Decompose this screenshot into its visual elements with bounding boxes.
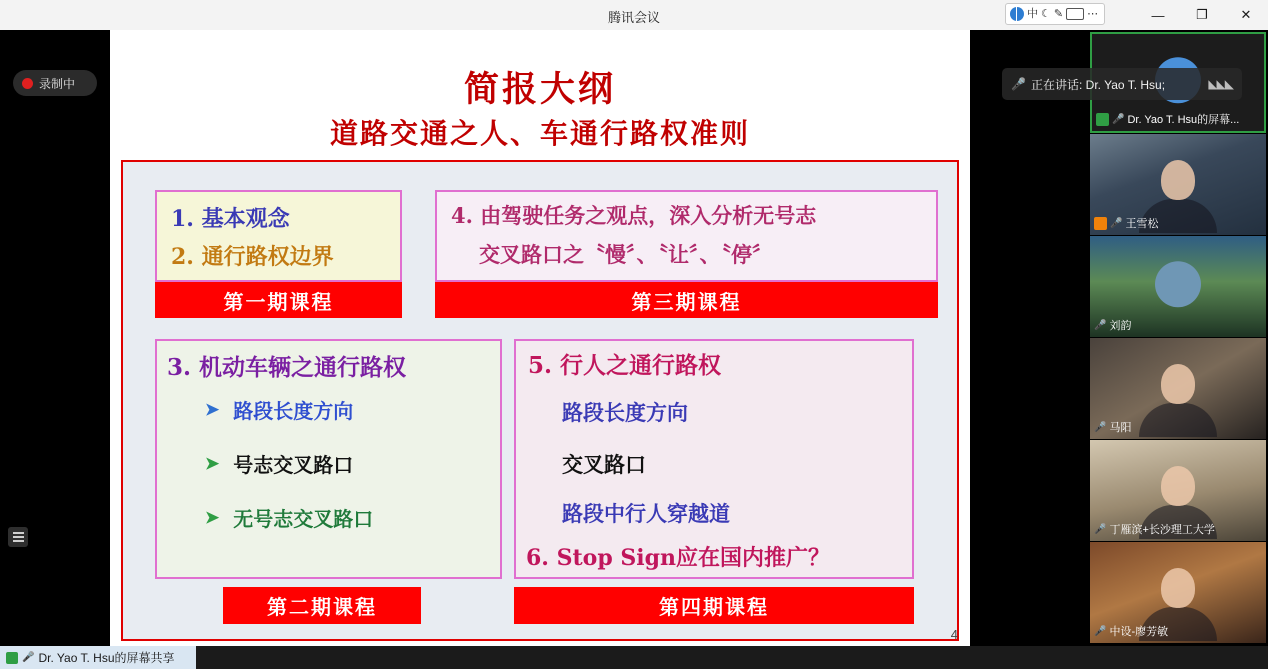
mic-icon: 🎤 xyxy=(1110,217,1123,229)
left-strip xyxy=(0,30,110,669)
share-badge-icon xyxy=(1096,113,1109,126)
mic-icon: 🎤 xyxy=(1094,421,1107,433)
title-bar xyxy=(0,0,1268,31)
ime-language[interactable]: 中 xyxy=(1027,8,1038,20)
course3-line2: 交叉路口之〝慢〞、〝让〞、〝停〞 xyxy=(479,242,773,267)
active-speaker-toast xyxy=(1002,68,1242,100)
minimize-button[interactable]: — xyxy=(1151,7,1165,23)
mic-icon: 🎤 xyxy=(1094,319,1107,331)
shared-slide[interactable] xyxy=(110,30,970,646)
course4-item-1: 路段长度方向 xyxy=(562,400,688,425)
face xyxy=(1161,466,1195,506)
participant-name: 王雪松 xyxy=(1125,218,1159,230)
stage-background xyxy=(970,30,1088,669)
course3-bar-label: 第三期课程 xyxy=(435,282,938,318)
participant-name: 刘韵 xyxy=(1109,320,1132,332)
share-status-label: Dr. Yao T. Hsu的屏幕共享 xyxy=(38,651,175,665)
close-button[interactable]: ✕ xyxy=(1240,7,1252,22)
participant-name: Dr. Yao T. Hsu的屏幕... xyxy=(1127,114,1240,126)
tile-label xyxy=(1096,111,1239,127)
slide-content xyxy=(110,30,970,646)
course2-bar-label: 第二期课程 xyxy=(223,587,421,624)
course2-item-2-label: 号志交叉路口 xyxy=(233,453,354,477)
participant-tile-5[interactable] xyxy=(1090,542,1266,643)
course2-item-3 xyxy=(205,503,373,532)
mic-icon: 🎤 xyxy=(1112,113,1125,125)
course4-item-4: 6. Stop Sign应在国内推广？ xyxy=(526,545,831,571)
ime-more-icon[interactable]: ⋯ xyxy=(1087,8,1099,20)
participant-name: 丁雁滨+长沙理工大学 xyxy=(1109,524,1215,536)
maximize-button[interactable]: ❐ xyxy=(1196,7,1208,22)
slide-outer-frame xyxy=(121,160,959,641)
mic-icon: 🎤 xyxy=(22,652,35,663)
arrow-icon: ➤ xyxy=(205,399,220,420)
recording-label: 录制中 xyxy=(39,76,76,91)
participant-sidebar xyxy=(1011,30,1268,669)
tile-label xyxy=(1094,521,1215,537)
avatar xyxy=(1155,261,1201,307)
face xyxy=(1161,364,1195,404)
record-dot-icon xyxy=(22,78,33,89)
participant-tile-1[interactable] xyxy=(1090,134,1266,235)
window-title: 腾讯会议 xyxy=(607,10,660,25)
moon-icon[interactable]: ☾ xyxy=(1041,8,1051,20)
window-controls xyxy=(1136,0,1268,30)
mic-icon: 🎤 xyxy=(1094,523,1107,535)
course2-item-2 xyxy=(205,449,353,478)
tile-label xyxy=(1094,419,1131,435)
course2-item-1 xyxy=(205,395,353,424)
course3-line1: 4. 由驾驶任务之观点，深入分析无号志 xyxy=(451,203,817,228)
slide-title-main: 简报大纲 xyxy=(463,69,616,110)
list-icon[interactable] xyxy=(8,527,28,547)
slide-title-sub: 道路交通之人、车通行路权准则 xyxy=(329,117,750,150)
arrow-icon: ➤ xyxy=(205,507,220,528)
course4-item-2: 交叉路口 xyxy=(562,452,646,477)
share-badge-icon xyxy=(6,652,18,664)
active-speaker-label: 正在讲话: Dr. Yao T. Hsu; xyxy=(1031,77,1166,92)
course1-line2: 2. 通行路权边界 xyxy=(171,244,334,270)
slide-box-course2 xyxy=(155,339,502,579)
participant-name: 马阳 xyxy=(1109,422,1132,434)
globe-icon[interactable] xyxy=(1010,7,1024,21)
mic-icon: 🎤 xyxy=(1011,76,1026,91)
slide-box-course1 xyxy=(155,190,402,282)
slide-box-course3 xyxy=(435,190,938,282)
participant-tile-3[interactable] xyxy=(1090,338,1266,439)
recording-indicator[interactable] xyxy=(13,70,97,96)
silhouette xyxy=(1139,403,1217,437)
course2-item-1-label: 路段长度方向 xyxy=(233,399,354,423)
face xyxy=(1161,568,1195,608)
ime-toolbar[interactable] xyxy=(1005,3,1105,25)
course4-bar-label: 第四期课程 xyxy=(514,587,914,624)
slide-box-course4 xyxy=(514,339,914,579)
course4-heading: 5. 行人之通行路权 xyxy=(528,352,722,379)
bottom-bar xyxy=(0,646,1268,669)
keyboard-icon[interactable] xyxy=(1066,8,1084,20)
screen-share-status[interactable] xyxy=(0,646,196,669)
course2-item-3-label: 无号志交叉路口 xyxy=(233,507,374,531)
tile-label xyxy=(1094,317,1131,333)
pen-icon[interactable]: ✎ xyxy=(1053,8,1064,20)
slide-page-number: 4 xyxy=(950,627,958,642)
host-badge-icon xyxy=(1094,217,1107,230)
course2-heading: 3. 机动车辆之通行路权 xyxy=(167,354,407,381)
participant-tile-2[interactable] xyxy=(1090,236,1266,337)
mic-icon: 🎤 xyxy=(1094,625,1107,637)
participant-tile-4[interactable] xyxy=(1090,440,1266,541)
arrow-icon: ➤ xyxy=(205,453,220,474)
course1-bar-label: 第一期课程 xyxy=(155,282,402,318)
course4-item-3: 路段中行人穿越道 xyxy=(562,501,730,526)
course1-line1: 1. 基本观念 xyxy=(171,206,290,232)
participant-name: 中设-廖芳敏 xyxy=(1109,626,1169,638)
face xyxy=(1161,160,1195,200)
tile-label xyxy=(1094,215,1158,231)
audio-wave-icon: ◣◣◣ xyxy=(1208,77,1233,91)
tile-label xyxy=(1094,623,1168,639)
